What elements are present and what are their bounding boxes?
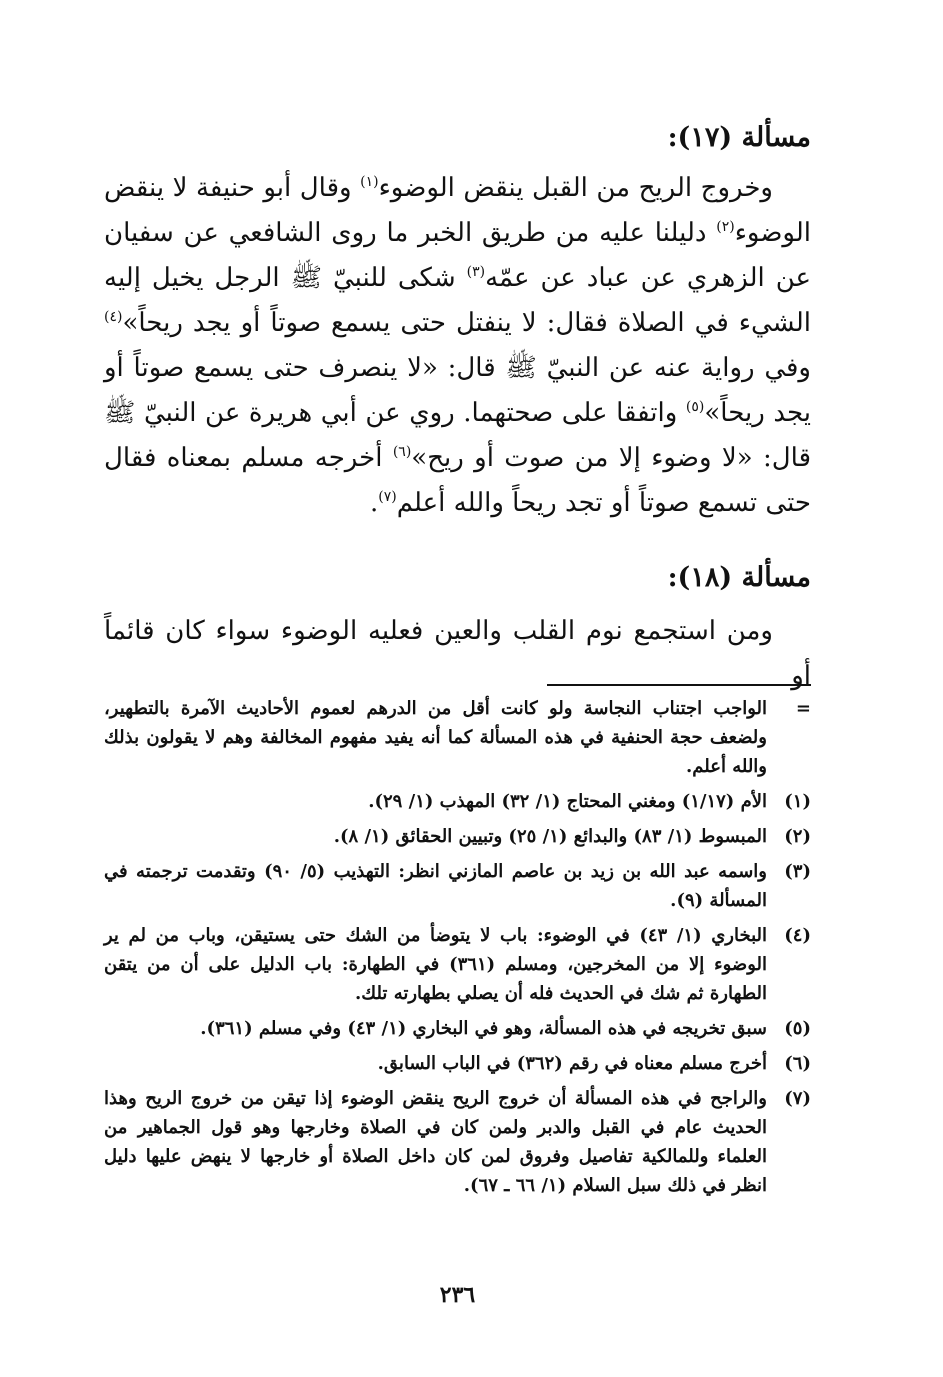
book-page xyxy=(104,104,811,1344)
text-run: أخرجه مسلم بمعناه فقال حتى تسمع صوتاً أو تجد ريحاً والله أعلم xyxy=(104,443,811,518)
footnote-number: (٦) xyxy=(784,1053,811,1074)
footnote-number: (٤) xyxy=(784,925,811,946)
section-17-body xyxy=(104,166,811,526)
footnote-ref-7[interactable]: (٧) xyxy=(378,489,397,505)
footnote-3 xyxy=(104,857,811,915)
footnote-5 xyxy=(104,1014,811,1043)
footnote-text: الواجب اجتناب النجاسة ولو كانت أقل من الدرهم لعموم الأحاديث الآمرة بالتطهير، ولضعف حجة الحنفية في هذه المسألة كما أنه يفيد مفهوم المخالفة وهم لا يقولون بذلك والله أعلم. xyxy=(104,698,767,777)
footnote-marker: = xyxy=(795,698,811,719)
section-18-heading: مسألة (١٨): xyxy=(667,562,811,593)
footnote-7 xyxy=(104,1084,811,1200)
footnote-text: البخاري (١/ ٤٣) في الوضوء: باب لا يتوضأ من الشك حتى يستيقن، وباب من لم ير الوضوء إلا من المخرجين، ومسلم (٣٦١) في الطهارة: باب الدليل على أن من يتقن الطهارة ثم شك في الحديث فله أن يصلي بطهارته تلك. xyxy=(104,925,768,1004)
footnote-text: أخرج مسلم معناه في رقم (٣٦٢) في الباب السابق. xyxy=(377,1053,767,1074)
footnote-ref-1[interactable]: (١) xyxy=(360,174,379,190)
text-run: شكى للنبيّ ﷺ الرجل يخيل إليه الشيء في الصلاة فقال: لا ينفتل حتى يسمع صوتاً أو يجد ريحاً» xyxy=(104,263,811,338)
footnote-ref-3[interactable]: (٣) xyxy=(466,264,486,280)
footnote-2 xyxy=(104,822,811,851)
text-run: دليلنا عليه من طريق الخبر ما روى الشافعي عن سفيان عن الزهري عن عباد عن عمّه xyxy=(104,218,811,293)
text-run: ومن استجمع نوم القلب والعين فعليه الوضوء سواء كان قائماً أو xyxy=(104,616,811,691)
text-run: . xyxy=(370,488,379,518)
footnotes xyxy=(104,694,811,1206)
section-17-heading: مسألة (١٧): xyxy=(667,122,811,153)
footnote-text: المبسوط (١/ ٨٣) والبدائع (١/ ٢٥) وتبيين الحقائق (١/ ٨). xyxy=(333,826,767,847)
footnote-number: (٥) xyxy=(784,1018,811,1039)
text-run: وخروج الريح من القبل ينقض الوضوء xyxy=(378,173,773,203)
text-run: واتفقا على صحتهما. روي عن أبي هريرة عن النبيّ ﷺ قال: «لا وضوء إلا من صوت أو ريح» xyxy=(104,398,811,473)
footnote-number: (٢) xyxy=(784,826,811,847)
footnote-text: سبق تخريجه في هذه المسألة، وهو في البخاري (١/ ٤٣) وفي مسلم (٣٦١). xyxy=(200,1018,767,1039)
footnote-ref-4[interactable]: (٤) xyxy=(104,309,123,325)
footnote-ref-5[interactable]: (٥) xyxy=(685,399,705,415)
footnote-text: الأم (١/١٧) ومغني المحتاج (١/ ٣٢) المهذب (١/ ٢٩). xyxy=(368,791,767,812)
footnote-text: واسمه عبد الله بن زيد بن عاصم المازني انظر: التهذيب (٥/ ٩٠) وتقدمت ترجمته في المسألة (٩). xyxy=(104,861,767,911)
page-number: ٢٣٦ xyxy=(439,1282,476,1308)
footnote-continuation xyxy=(104,694,811,781)
text-run: وقال أبو حنيفة لا ينقض الوضوء xyxy=(104,173,811,248)
text-run: وفي رواية عنه عن النبيّ ﷺ قال: «لا ينصرف حتى يسمع صوتاً أو يجد ريحاً» xyxy=(104,353,811,428)
footnote-1 xyxy=(104,787,811,816)
footnote-separator xyxy=(547,684,811,686)
footnote-text: والراجح في هذه المسألة أن خروج الريح ينقض الوضوء إذا تيقن من خروج الريح وهذا الحديث عام في القبل والدبر ولمن كان في الصلاة وخارجها وهو قول الجماهير من العلماء وللمالكية تفاصيل وفروق لمن كان داخل الصلاة أو خارجها لا ينهض عليها دليل انظر في ذلك سبل السلام (١/ ٦٦ ـ ٦٧). xyxy=(104,1088,767,1196)
footnote-ref-6[interactable]: (٦) xyxy=(392,444,412,460)
footnote-ref-2[interactable]: (٢) xyxy=(716,219,735,235)
footnote-number: (٣) xyxy=(784,861,811,882)
footnote-number: (٧) xyxy=(784,1088,811,1109)
footnote-6 xyxy=(104,1049,811,1078)
footnote-4 xyxy=(104,921,811,1008)
footnote-number: (١) xyxy=(784,791,811,812)
